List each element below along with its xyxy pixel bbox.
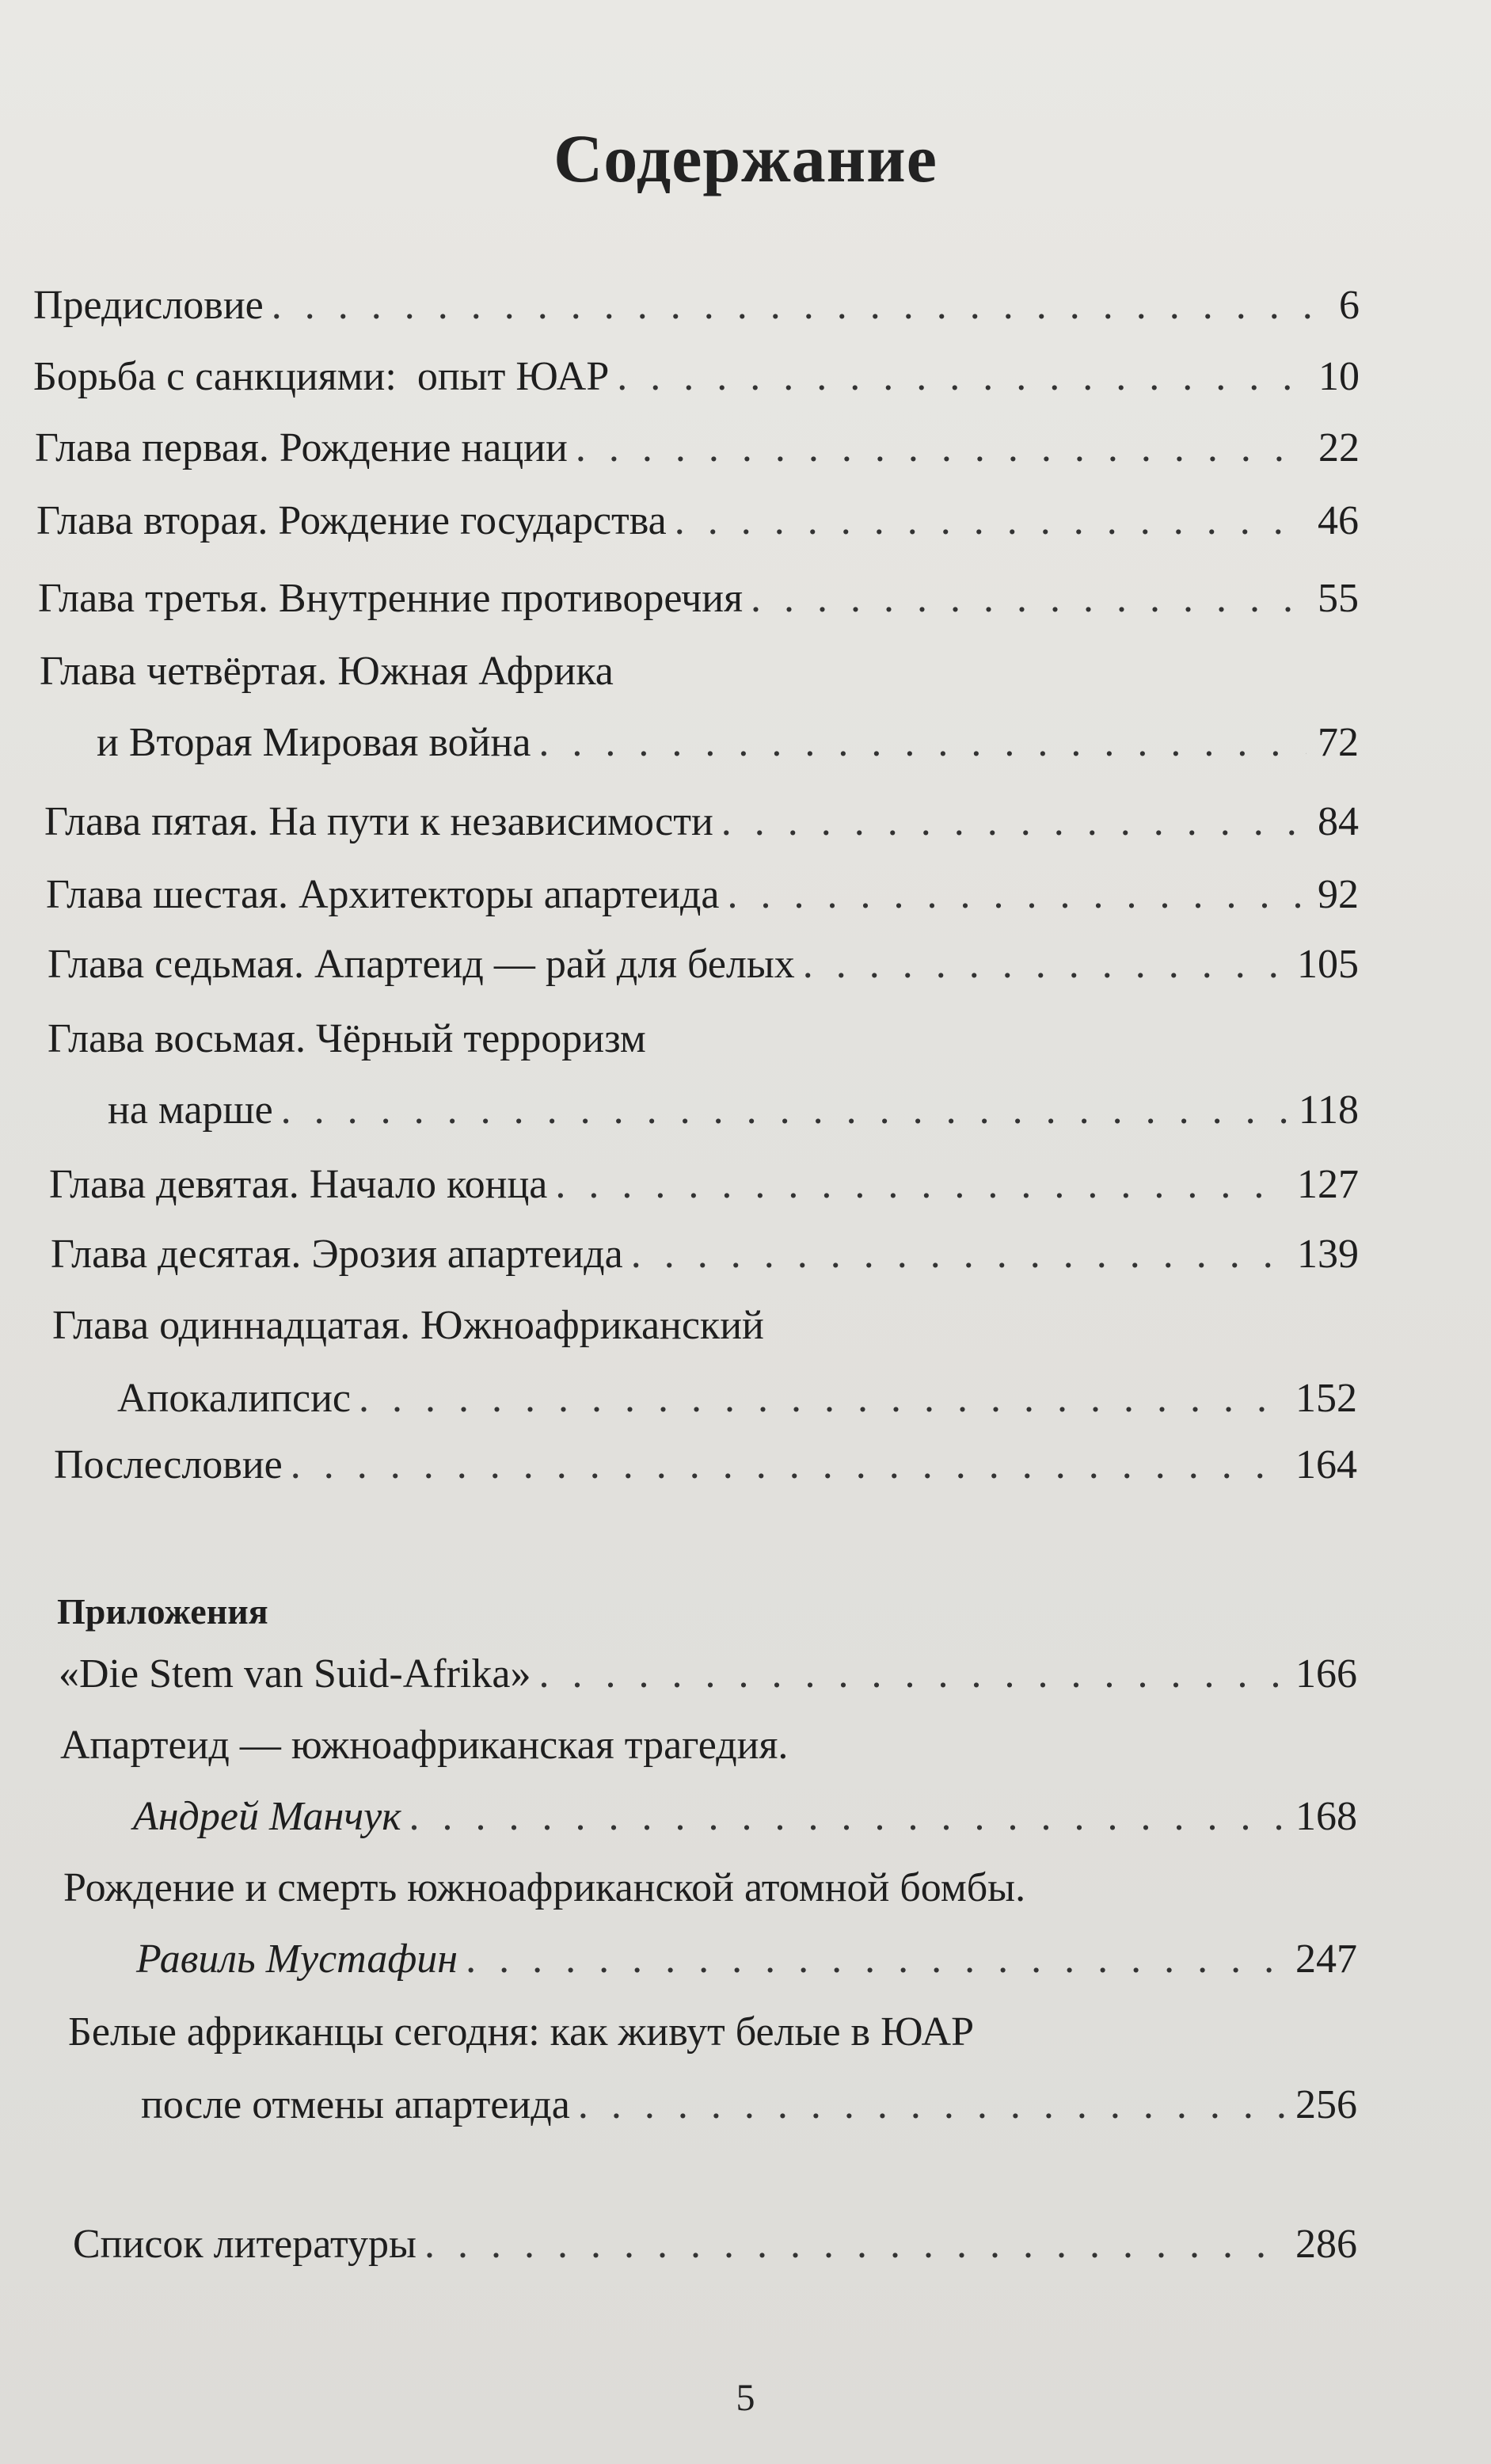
dot-leader	[751, 578, 1307, 619]
toc-entry-label: Глава шестая. Архитекторы апартеида	[46, 872, 720, 917]
toc-entry-chapter-11-line1: Глава одиннадцатая. Южноафриканский	[52, 1303, 764, 1348]
page-title: Содержание	[553, 120, 938, 196]
toc-entry-label: Глава первая. Рождение нации	[35, 425, 568, 470]
appendix-entry-white-africans-line1: Белые африканцы сегодня: как живут белые в ЮАР	[68, 2009, 975, 2055]
appendix-entry-bibliography	[73, 2224, 1357, 2265]
toc-entry-page: 247	[1295, 1937, 1357, 1982]
toc-entry-page: 168	[1295, 1794, 1357, 1839]
dot-leader	[617, 356, 1307, 398]
toc-entry-chapter-3	[38, 578, 1359, 619]
toc-entry-page: 127	[1297, 1162, 1359, 1207]
toc-entry-chapter-4-line1: Глава четвёртая. Южная Африка	[40, 649, 614, 694]
dot-leader	[555, 1164, 1286, 1205]
toc-entry-chapter-10	[51, 1234, 1359, 1275]
appendix-entry-anthem	[59, 1651, 1357, 1697]
toc-entry-label: Глава вторая. Рождение государства	[36, 498, 667, 543]
dot-leader	[538, 1654, 1284, 1695]
dot-leader	[291, 1445, 1284, 1486]
dot-leader	[675, 501, 1307, 542]
toc-entry-chapter-6	[46, 874, 1359, 916]
toc-entry-label: на марше	[108, 1087, 273, 1133]
toc-entry-label: Послесловие	[54, 1442, 283, 1487]
page-number: 5	[736, 2377, 755, 2419]
toc-entry-label: «Die Stem van Suid-Afrika»	[59, 1651, 531, 1697]
toc-entry-label: и Вторая Мировая война	[97, 720, 531, 765]
toc-entry-author: Равиль Мустафин	[136, 1937, 458, 1982]
toc-entry-sanctions	[33, 356, 1360, 398]
appendix-entry-bomb	[136, 1939, 1357, 1980]
toc-entry-page: 139	[1297, 1232, 1359, 1277]
toc-entry-author: Андрей Манчук	[133, 1794, 401, 1839]
toc-entry-label: Глава пятая. На пути к независимости	[44, 799, 713, 844]
toc-entry-label: Список литературы	[73, 2222, 416, 2267]
toc-entry-chapter-2	[36, 498, 1359, 543]
appendix-entry-white-africans	[141, 2082, 1357, 2127]
toc-entry-label: Глава третья. Внутренние противоречия	[38, 576, 744, 621]
dot-leader	[728, 874, 1307, 916]
toc-entry-chapter-7	[48, 944, 1359, 985]
toc-entry-page: 92	[1318, 872, 1359, 917]
appendix-entry-tragedy	[133, 1796, 1357, 1838]
toc-entry-chapter-8	[108, 1087, 1359, 1133]
toc-entry-preface	[33, 285, 1360, 326]
toc-entry-chapter-8-line1: Глава восьмая. Чёрный терроризм	[48, 1016, 646, 1061]
toc-entry-page: 55	[1318, 576, 1359, 621]
dot-leader	[631, 1234, 1286, 1275]
toc-entry-page: 152	[1295, 1376, 1357, 1421]
toc-entry-label: Глава девятая. Начало конца	[49, 1162, 548, 1207]
toc-entry-chapter-1	[35, 425, 1360, 470]
toc-entry-label: Глава десятая. Эрозия апартеида	[51, 1232, 623, 1277]
toc-entry-page: 256	[1295, 2082, 1357, 2127]
appendix-entry-tragedy-line1: Апартеид — южноафриканская трагедия.	[60, 1723, 789, 1768]
dot-leader	[538, 722, 1307, 764]
toc-entry-page: 164	[1295, 1442, 1357, 1487]
toc-entry-label: Апокалипсис	[117, 1376, 351, 1421]
dot-leader	[721, 802, 1307, 843]
dot-leader	[281, 1090, 1288, 1131]
dot-leader	[424, 2224, 1284, 2265]
toc-entry-page: 46	[1318, 498, 1359, 543]
toc-entry-page: 6	[1339, 283, 1360, 328]
dot-leader	[578, 2085, 1284, 2126]
toc-entry-chapter-4	[97, 722, 1359, 764]
toc-entry-chapter-9	[49, 1164, 1359, 1205]
toc-entry-page: 166	[1295, 1651, 1357, 1697]
dot-leader	[272, 285, 1328, 326]
dot-leader	[466, 1939, 1284, 1980]
toc-entry-chapter-5	[44, 799, 1359, 844]
toc-entry-page: 286	[1295, 2222, 1357, 2267]
toc-entry-label: Борьба с санкциями: опыт ЮАР	[33, 354, 610, 399]
dot-leader	[409, 1796, 1284, 1838]
toc-entry-page: 22	[1318, 425, 1360, 470]
appendix-heading: Приложения	[57, 1591, 268, 1632]
toc-entry-label: после отмены апартеида	[141, 2082, 570, 2127]
toc-entry-label: Глава седьмая. Апартеид — рай для белых	[48, 942, 795, 987]
toc-entry-page: 72	[1318, 720, 1359, 765]
toc-entry-afterword	[54, 1442, 1357, 1487]
toc-entry-label: Предисловие	[33, 283, 264, 328]
dot-leader	[803, 944, 1286, 985]
dot-leader	[359, 1378, 1284, 1419]
toc-entry-page: 105	[1297, 942, 1359, 987]
appendix-entry-bomb-line1: Рождение и смерть южноафриканской атомной бомбы.	[63, 1865, 1026, 1910]
dot-leader	[576, 428, 1307, 469]
toc-entry-page: 118	[1298, 1087, 1359, 1133]
toc-entry-chapter-11	[117, 1378, 1357, 1419]
toc-entry-page: 10	[1318, 354, 1360, 399]
toc-entry-page: 84	[1318, 799, 1359, 844]
